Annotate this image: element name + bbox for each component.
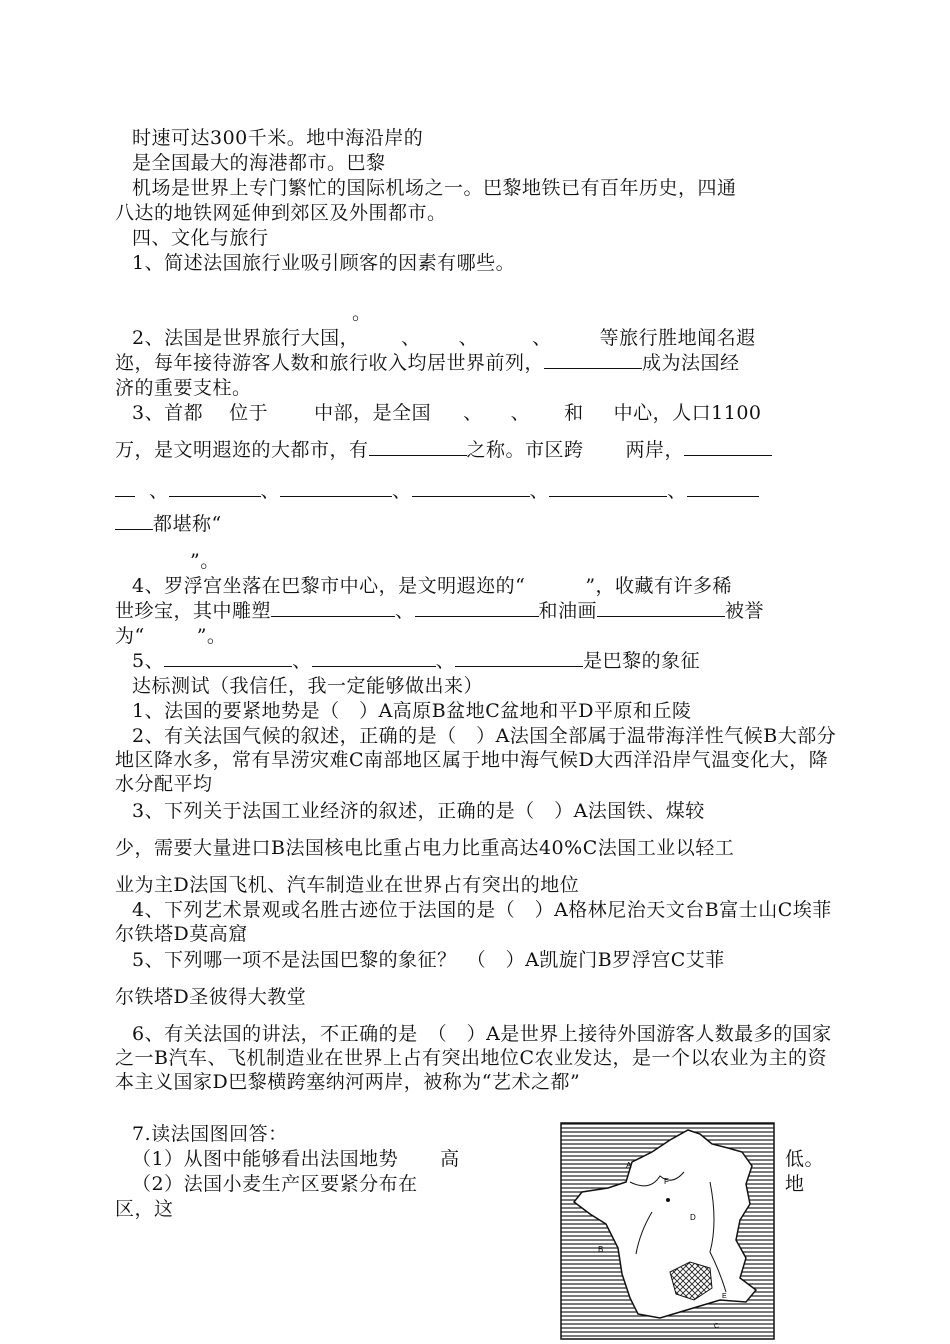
answer-blank[interactable]	[597, 599, 725, 617]
answer-blank[interactable]	[684, 438, 772, 456]
question-1	[132, 251, 840, 275]
test-question-1	[132, 699, 840, 723]
answer-blank[interactable]	[369, 438, 467, 456]
text: 少，需要大量进口B法国核电比重占电力比重高达40%C法国工业以轻工	[115, 837, 735, 859]
map-label: D	[690, 1213, 696, 1222]
text: 机场是世界上专门繁忙的国际机场之一。巴黎地铁已有百年历史，四通	[132, 177, 737, 199]
answer-blank[interactable]	[312, 649, 436, 667]
text: 地	[785, 1173, 805, 1195]
text: 世珍宝，其中雕塑	[115, 600, 272, 622]
test-question-4	[115, 898, 840, 946]
text: 6、有关法国的讲法，不正确的是 （ ）A是世界上接待外国游客人数最多的国家之一B汽车、飞机制造业在世界上占有突出地位C农业发达，是一个以农业为主的资本主义国家D巴黎横跨塞纳河两岸，被称为“艺术之都”	[115, 1023, 832, 1093]
text: 1、简述法国旅行业吸引顾客的因素有哪些。	[132, 252, 516, 274]
text: 等旅行胜地闻名遐	[599, 327, 756, 349]
map-label: A	[626, 1161, 632, 1170]
text: 2、有关法国气候的叙述，正确的是（ ）A法国全部属于温带海洋性气候B大部分地区降水多，常有旱涝灾难C南部地区属于地中海气候D大西洋沿岸气温变化大，降水分配平均	[115, 725, 837, 795]
question-5	[132, 649, 840, 673]
question-4-line1	[132, 574, 840, 598]
text: 、	[260, 480, 281, 502]
text: 3、首都	[132, 402, 204, 424]
text: 、	[435, 650, 456, 672]
city-marker	[666, 1198, 670, 1202]
answer-blank[interactable]	[412, 479, 530, 497]
test-question-3-line1	[132, 799, 840, 823]
text: 和	[564, 402, 584, 424]
text: 两岸，	[625, 439, 685, 461]
text: 7.读法国图回答：	[132, 1123, 288, 1145]
text: 、	[392, 480, 412, 502]
test-question-7-2	[132, 1172, 532, 1196]
map-label: F	[664, 1177, 669, 1186]
answer-blank[interactable]	[115, 512, 153, 530]
text: 迩，每年接待游客人数和旅行收入均居世界前列，	[115, 352, 545, 374]
text: 、	[401, 327, 421, 349]
text: 、	[532, 327, 552, 349]
text: 5、下列哪一项不是法国巴黎的象征？ （ ）A凯旋门B罗浮宫C艾菲	[132, 949, 725, 971]
text: 、	[667, 480, 687, 502]
answer-blank[interactable]	[271, 599, 395, 617]
text: 低。	[785, 1148, 825, 1170]
text: 被誉	[725, 600, 765, 622]
text: 、	[395, 600, 415, 622]
text: 区，这	[115, 1198, 174, 1220]
question-3-line4	[115, 512, 840, 536]
text: 、	[149, 480, 169, 502]
test-question-7-1	[132, 1147, 532, 1171]
answer-blank[interactable]	[544, 351, 642, 369]
test-question-3-line3	[115, 873, 840, 897]
text: 时速可达300千米。地中海沿岸的	[132, 127, 424, 149]
question-1-end	[352, 301, 392, 325]
answer-blank[interactable]	[687, 479, 759, 497]
test-question-7-2-end	[785, 1172, 815, 1196]
text: 是巴黎的象征	[583, 650, 701, 672]
question-4-line2	[115, 599, 840, 623]
text: 1、法国的要紧地势是（ ）A高原B盆地C盆地和平D平原和丘陵	[132, 700, 692, 722]
text: 2、法国是世界旅行大国，	[132, 327, 360, 349]
text: 是全国最大的海港都市。巴黎	[132, 152, 386, 174]
answer-blank[interactable]	[455, 649, 583, 667]
question-3-line5	[190, 549, 250, 573]
text: 4、罗浮宫坐落在巴黎市中心，是文明遐迩的“	[132, 575, 526, 597]
text: 、	[463, 402, 483, 424]
text: 。	[352, 302, 372, 324]
test-question-6	[115, 1022, 840, 1094]
text: 中部，是全国	[314, 402, 432, 424]
answer-blank[interactable]	[549, 479, 667, 497]
test-question-5-line2	[115, 985, 840, 1009]
text: 四、文化与旅行	[132, 227, 269, 249]
map-label: E	[722, 1293, 727, 1300]
text: 之称。市区跨	[466, 439, 584, 461]
text: 为“	[115, 625, 145, 647]
test-question-5-line1	[132, 948, 840, 972]
text-line	[132, 176, 840, 200]
text: ”。	[196, 625, 227, 647]
answer-blank[interactable]	[164, 649, 292, 667]
question-4-line3	[115, 624, 840, 648]
question-2-line2	[115, 351, 840, 375]
text: 和油画	[538, 600, 598, 622]
text: 成为法国经	[642, 352, 740, 374]
answer-blank[interactable]	[280, 479, 392, 497]
question-3-line2	[115, 438, 840, 462]
text-line	[115, 201, 840, 225]
text: 达标测试（我信任，我一定能够做出来）	[132, 675, 484, 697]
text: （1）从图中能够看出法国地势	[132, 1148, 399, 1170]
text: 都堪称“	[153, 513, 222, 535]
text: 、	[529, 480, 550, 502]
text: 济的重要支柱。	[115, 377, 252, 399]
text: （2）法国小麦生产区要紧分布在	[132, 1173, 418, 1195]
text: 5、	[132, 650, 165, 672]
map-label: C	[714, 1323, 720, 1330]
text: 3、下列关于法国工业经济的叙述，正确的是（ ）A法国铁、煤较	[132, 800, 705, 822]
text: 、	[510, 402, 531, 424]
answer-blank[interactable]	[115, 479, 135, 497]
map-label: B	[598, 1245, 604, 1254]
answer-blank[interactable]	[169, 479, 261, 497]
section-heading	[132, 226, 840, 250]
text: 、	[292, 650, 312, 672]
text: ”，收藏有许多稀	[585, 575, 733, 597]
text: 、	[458, 327, 479, 349]
question-2-line1	[132, 326, 840, 350]
text: 业为主D法国飞机、汽车制造业在世界占有突出的地位	[115, 874, 580, 896]
question-3-line3	[115, 479, 840, 503]
text: 高	[440, 1148, 460, 1170]
test-question-2	[115, 724, 840, 796]
text: 4、下列艺术景观或名胜古迹位于法国的是（ ）A格林尼治天文台B富士山C埃菲尔铁塔D莫高窟	[115, 899, 832, 945]
test-title	[132, 674, 840, 698]
question-3-line1	[132, 401, 840, 425]
text-line	[132, 151, 840, 175]
test-question-7-1-end	[785, 1147, 825, 1171]
question-2-line3	[115, 376, 840, 400]
text-line	[132, 126, 840, 150]
test-question-7-3	[115, 1197, 215, 1221]
text: 万，是文明遐迩的大都市，有	[115, 439, 369, 461]
text: ”。	[190, 550, 220, 572]
text: 八达的地铁网延伸到郊区及外围都市。	[115, 202, 447, 224]
test-question-3-line2	[115, 836, 840, 860]
text: 中心，人口1100	[613, 402, 762, 424]
france-map	[560, 1122, 775, 1340]
answer-blank[interactable]	[415, 599, 539, 617]
text: 位于	[229, 402, 269, 424]
text: 尔铁塔D圣彼得大教堂	[115, 986, 307, 1008]
